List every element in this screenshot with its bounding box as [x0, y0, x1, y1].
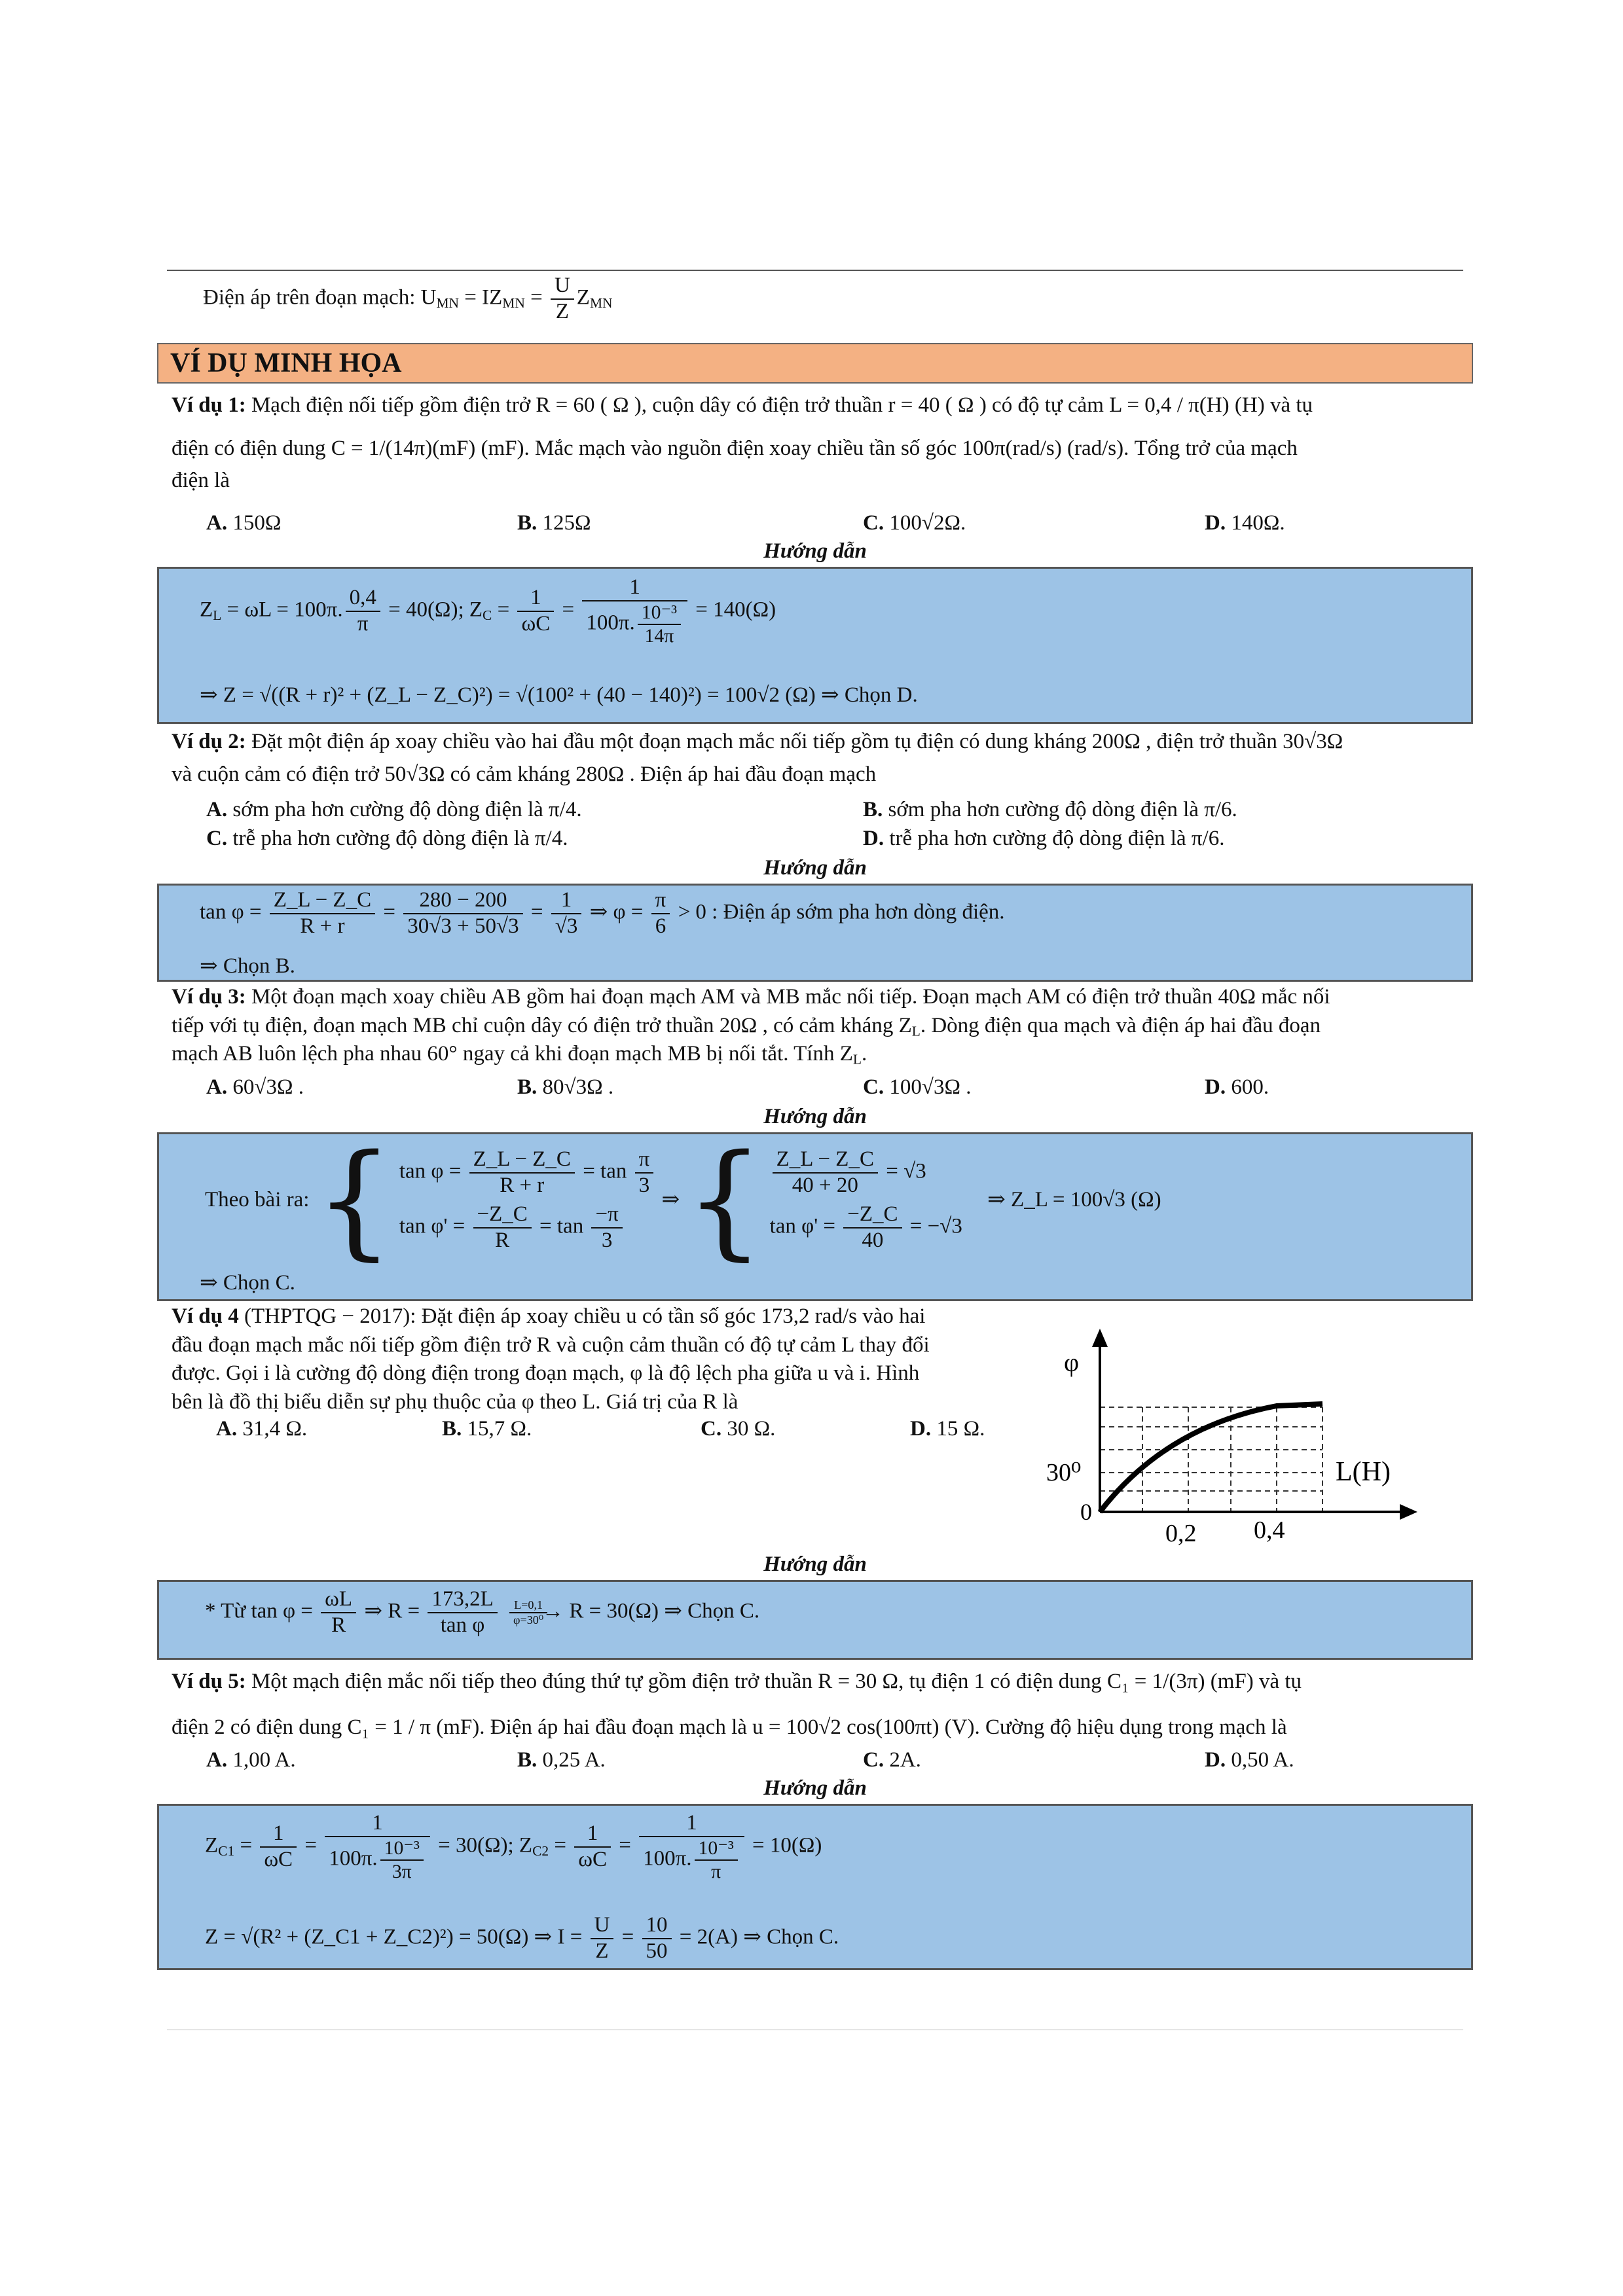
example-4-options: [216, 1415, 1067, 1444]
phi-vs-l-graph: [1041, 1316, 1434, 1551]
y-tick-30: 30⁰: [1046, 1459, 1082, 1486]
solution-box-1: [157, 567, 1473, 724]
solution-1-line-2: ⇒ Z = √((R + r)² + (Z_L − Z_C)²) = √(100² + (40 − 140)²) = 100√2 (Ω) ⇒ Chọn D.: [200, 683, 918, 707]
solution-box-5: [157, 1804, 1473, 1970]
option-d[interactable]: D. 15 Ω.: [910, 1417, 985, 1441]
phi-curve: [1100, 1404, 1322, 1512]
guide-heading: Hướng dẫn: [763, 539, 867, 563]
guide-heading: Hướng dẫn: [763, 856, 867, 880]
guide-heading: Hướng dẫn: [763, 1776, 867, 1800]
example-2-options-row-2: [206, 825, 1450, 853]
option-a[interactable]: A. 31,4 Ω.: [216, 1417, 308, 1441]
example-5-label: Ví dụ 5:: [172, 1670, 246, 1693]
option-d[interactable]: D. 140Ω.: [1205, 511, 1285, 535]
example-3-options: [206, 1073, 1450, 1102]
intro-text: Điện áp trên đoạn mạch: U: [203, 285, 437, 310]
intro-line: Điện áp trên đoạn mạch: $U_{MN} = IZ_{MN}$ = $\frac{U}{Z}$ $Z_{MN}$: [203, 274, 613, 323]
solution-3-line-1: Theo bài ra: { tan φ = $\frac{Z\_L - Z\_C}{R + r}$ = tan $\frac{\pi}{3}$ tan φ' = $\frac{-Z\_C}{R}$ = tan $\frac{-\pi}{3}$ ⇒ { $\frac{Z\_L - Z\_C}{40 + 20}$ = √3 tan φ' = $\frac{-Z\_C}{40}$ = −√3 ⇒ Z_L = 100√3 (Ω): [205, 1128, 1161, 1272]
example-1-options: [206, 509, 1450, 538]
example-4: Ví dụ 4 (THPTQG − 2017): Đặt điện áp xoay chiều u có tần số góc 173,2 rad/s vào hai đầu đoạn mạch mắc nối tiếp gồm điện trở R và cuộn cảm thuần có độ tự cảm L thay đổi được. Gọi i là cường độ dòng điện trong đoạn mạch, φ là độ lệch pha giữa u và i. Hình bên là đồ thị biểu diễn sự phụ thuộc của φ theo L. Giá trị của R là: [172, 1304, 930, 1414]
option-c[interactable]: C. 100√2Ω.: [863, 511, 966, 535]
option-a[interactable]: A. 60√3Ω .: [206, 1075, 304, 1099]
option-b[interactable]: B. 80√3Ω .: [517, 1075, 614, 1099]
solution-box-3: [157, 1128, 1473, 1301]
option-d[interactable]: D. trễ pha hơn cường độ dòng điện là π/6.: [863, 827, 1225, 850]
example-3-label: Ví dụ 3:: [172, 985, 246, 1009]
example-2-label: Ví dụ 2:: [172, 730, 246, 753]
example-1: Ví dụ 1: Mạch điện nối tiếp gồm điện trở R = 60 ( Ω ), cuộn dây có điện trở thuần r = 40 ( Ω ) có độ tự cảm L = 0,4 / π(H) (H) và tụ điện có điện dung C = 1/(14π)(mF) (mF). Mắc mạch vào nguồn điện xoay chiều tần số góc 100π(rad/s) (rad/s). Tổng trở của mạch điện là: [172, 393, 1313, 493]
option-b[interactable]: B. sớm pha hơn cường độ dòng điện là π/6.: [863, 798, 1237, 821]
example-2: Ví dụ 2: Đặt một điện áp xoay chiều vào hai đầu một đoạn mạch mắc nối tiếp gồm tụ điện có dung kháng 200Ω , điện trở thuần 30√3Ω và cuộn cảm có điện trở 50√3Ω có cảm kháng 280Ω . Điện áp hai đầu đoạn mạch: [172, 730, 1343, 786]
guide-heading: Hướng dẫn: [763, 1105, 867, 1128]
solution-1-line-1: $Z_L = \omega L = 100\pi$. $\frac{0,4}{\pi}$ = 40(Ω); $Z_C$ = $\frac{1}{\omega C}$ = 1 100π. $\frac{\text{10⁻³}}{14\pi}$ = 140(Ω): [200, 575, 776, 647]
bottom-rule: [167, 2029, 1463, 2030]
option-c[interactable]: C. 30 Ω.: [701, 1417, 776, 1441]
example-4-label: Ví dụ 4: [172, 1304, 239, 1328]
solution-4-line-1: * Từ tan φ = $\frac{\omega L}{R}$ ⇒ R = $\frac{173,2L}{\text{tan φ}}$ $\frac{L=0,1}{\text{φ=30⁰}}$ → R = 30(Ω) ⇒ Chọn C.: [205, 1587, 760, 1637]
x-axis-label: L(H): [1336, 1457, 1391, 1487]
example-5-options: [206, 1746, 1450, 1775]
option-b[interactable]: B. 15,7 Ω.: [442, 1417, 532, 1441]
option-a[interactable]: A. 1,00 A.: [206, 1748, 296, 1772]
option-c[interactable]: C. 2A.: [863, 1748, 921, 1772]
condition-arrow: $\frac{L=0,1}{\text{φ=30⁰}}$: [509, 1598, 547, 1627]
origin-label: 0: [1080, 1499, 1092, 1525]
top-rule: [167, 270, 1463, 271]
option-b[interactable]: B. 125Ω: [517, 511, 591, 535]
option-a[interactable]: A. sớm pha hơn cường độ dòng điện là π/4.: [206, 798, 582, 821]
x-tick-0-2: 0,2: [1165, 1520, 1197, 1547]
option-d[interactable]: D. 0,50 A.: [1205, 1748, 1294, 1772]
option-c[interactable]: C. 100√3Ω .: [863, 1075, 972, 1099]
option-c[interactable]: C. trễ pha hơn cường độ dòng điện là π/4.: [206, 827, 568, 850]
example-5: Ví dụ 5: Một mạch điện mắc nối tiếp theo đúng thứ tự gồm điện trở thuần R = 30 Ω, tụ điện 1 có điện dung C₁ = 1/(3π) (mF) và tụ điện 2 có điện dung C₁ = 1 / π (mF). Điện áp hai đầu đoạn mạch là u = 100√2 cos(100πt) (V). Cường độ hiệu dụng trong mạch là: [172, 1670, 1302, 1739]
x-tick-0-4: 0,4: [1254, 1516, 1285, 1544]
intro-fraction: $\frac{U}{Z}$: [551, 274, 574, 325]
solution-2-line-1: tan φ = $\frac{Z\_L - Z\_C}{R + r}$ = $\frac{280 - 200}{30√3 + 50√3}$ = $\frac{1}{√3}$ ⇒ φ = $\frac{\pi}{6}$ > 0 : Điện áp sớm pha hơn dòng điện.: [200, 888, 1005, 938]
option-a[interactable]: A. 150Ω: [206, 511, 282, 535]
guide-heading: Hướng dẫn: [763, 1552, 867, 1576]
example-3: Ví dụ 3: Một đoạn mạch xoay chiều AB gồm hai đoạn mạch AM và MB mắc nối tiếp. Đoạn mạch AM có điện trở thuần 40Ω mắc nối tiếp với tụ điện, đoạn mạch MB chỉ cuộn dây có điện trở thuần 20Ω , có cảm kháng $Z_L$. Dòng điện qua mạch và điện áp hai đầu đoạn mạch AB luôn lệch pha nhau 60° ngay cả khi đoạn mạch MB bị nối tắt. Tính $Z_L$.: [172, 985, 1330, 1067]
solution-box-4: [157, 1580, 1473, 1660]
solution-box-2: [157, 884, 1473, 982]
option-d[interactable]: D. 600.: [1205, 1075, 1269, 1099]
y-axis-label: φ: [1064, 1348, 1080, 1377]
example-1-label: Ví dụ 1:: [172, 393, 246, 417]
solution-3-line-2: ⇒ Chọn C.: [200, 1271, 295, 1295]
solution-5-line-2: Z = √(R² + (Z_C1 + Z_C2)²) = 50(Ω) ⇒ I = $\frac{U}{Z}$ = $\frac{10}{50}$ = 2(A) ⇒ Chọn C.: [205, 1913, 839, 1963]
section-header: VÍ DỤ MINH HỌA: [157, 343, 1473, 384]
example-2-options-row-1: [206, 796, 1450, 825]
solution-2-line-2: ⇒ Chọn B.: [200, 954, 295, 978]
option-b[interactable]: B. 0,25 A.: [517, 1748, 606, 1772]
solution-5-line-1: $Z_{C1}$ = $\frac{1}{\omega C}$ = 1 100π. $\frac{\text{10⁻³}}{3\pi}$ = 30(Ω); $Z_{C2}$ = $\frac{1}{\omega C}$ = 1 100π. $\frac{\text{10⁻³}}{\pi}$ = 10(Ω): [205, 1811, 822, 1883]
